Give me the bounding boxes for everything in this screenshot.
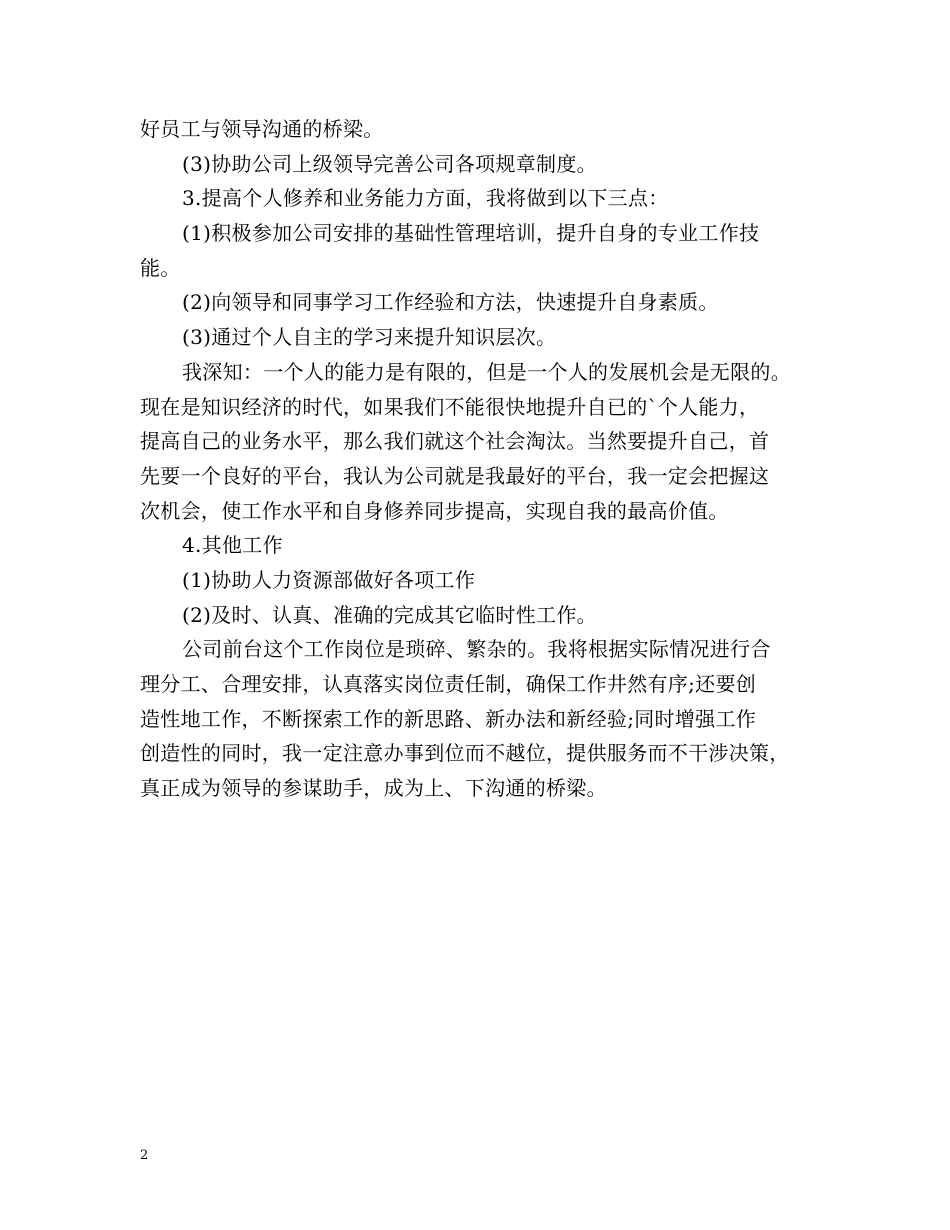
text-line: 先要一个良好的平台，我认为公司就是我最好的平台，我一定会把握这 [140,463,770,488]
text-line: 创造性的同时，我一定注意办事到位而不越位，提供服务而不干涉决策， [140,741,790,766]
text-line: (1)积极参加公司安排的基础性管理培训，提升自身的专业工作技 [182,221,760,246]
section-heading: 4.其他工作 [182,533,283,558]
text-line: 提高自己的业务水平，那么我们就这个社会淘汰。当然要提升自己，首 [140,429,770,454]
text-line: 理分工、合理安排，认真落实岗位责任制，确保工作井然有序;还要创 [140,672,757,696]
text-line: 次机会，使工作水平和自身修养同步提高，实现自我的最高价值。 [140,498,729,523]
text-line: 造性地工作，不断探索工作的新思路、新办法和新经验;同时增强工作 [140,706,757,731]
text-line: 真正成为领导的参谋助手，成为上、下沟通的桥梁。 [140,776,607,801]
text-line: (3)通过个人自主的学习来提升知识层次。 [182,325,557,350]
text-line: (3)协助公司上级领导完善公司各项规章制度。 [182,151,597,176]
text-line: 好员工与领导沟通的桥梁。 [140,117,384,141]
text-line: 我深知：一个人的能力是有限的，但是一个人的发展机会是无限的。 [182,359,791,384]
text-line: 公司前台这个工作岗位是琐碎、繁杂的。我将根据实际情况进行合 [182,637,771,662]
text-line: (2)及时、认真、准确的完成其它临时性工作。 [182,602,597,627]
document-body [140,112,830,806]
section-heading: 3.提高个人修养和业务能力方面，我将做到以下三点： [182,186,669,211]
page-number: 2 [140,1148,149,1163]
text-line: (2)向领导和同事学习工作经验和方法，快速提升自身素质。 [182,290,719,315]
text-line: 能。 [140,255,181,280]
text-line: 现在是知识经济的时代，如果我们不能很快地提升自已的`个人能力， [140,394,760,419]
text-line: (1)协助人力资源部做好各项工作 [182,567,476,592]
